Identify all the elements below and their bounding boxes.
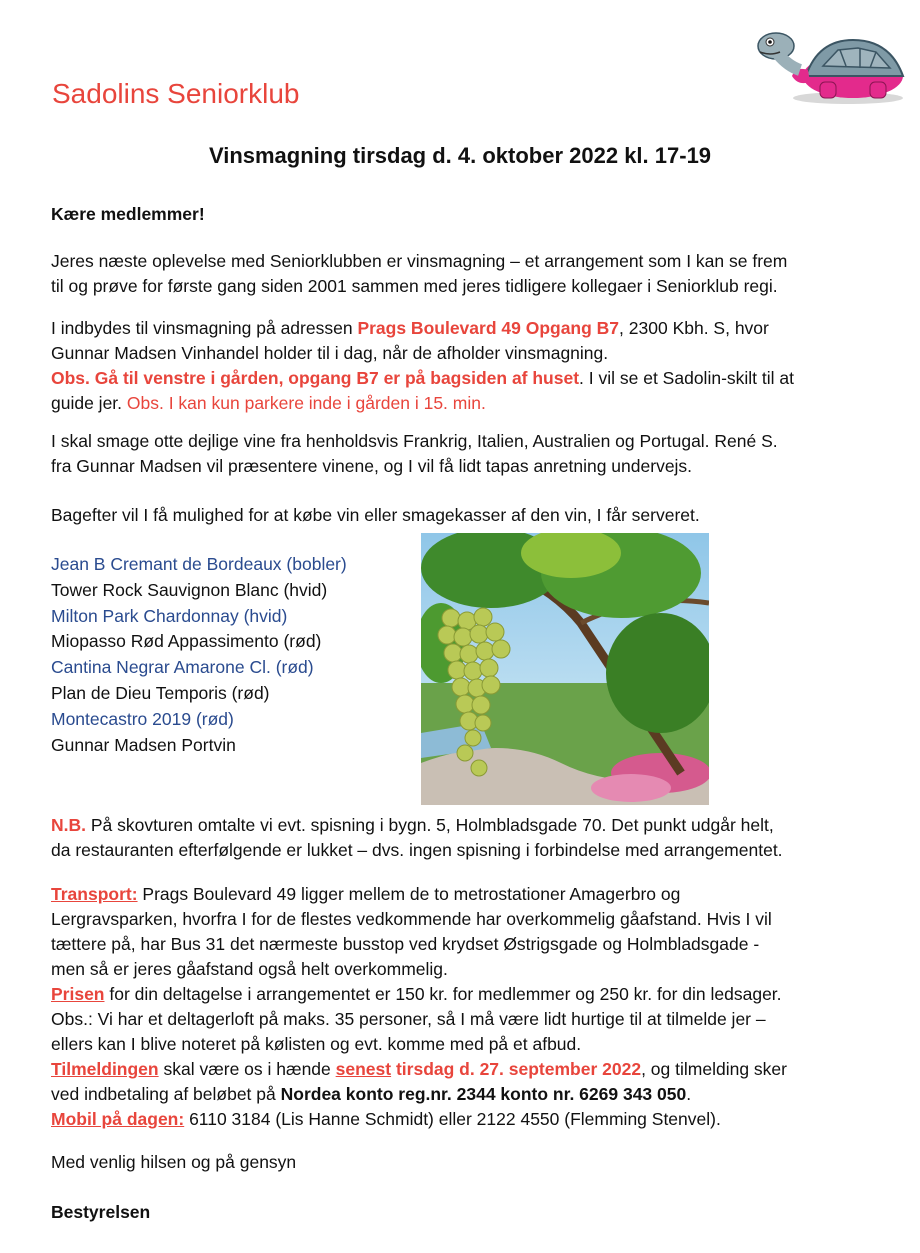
text: Prags Boulevard 49 ligger mellem de to metrostationer Amagerbro og [137,884,681,904]
text: I indbydes til vinsmagning på adressen [51,318,358,338]
bank-account: Nordea konto reg.nr. 2344 konto nr. 6269 343 050 [280,1084,687,1104]
invitation-paragraph [51,316,794,416]
wine-item: Plan de Dieu Temporis (rød) [51,682,270,703]
text: ved indbetaling af beløbet på [51,1084,281,1104]
intro-paragraph [51,249,787,299]
page-title: Vinsmagning tirsdag d. 4. oktober 2022 kl. 17-19 [208,143,712,168]
wine-item: Gunnar Madsen Portvin [51,734,236,755]
club-name: Sadolins Seniorklub [52,78,300,109]
deadline-word: senest [335,1059,392,1079]
text: skal være os i hænde [158,1059,336,1079]
text: guide jer. [51,393,127,413]
grapes-photo [421,533,709,805]
wine-item: Cantina Negrar Amarone Cl. (rød) [51,657,314,678]
parking-note: Obs. I kan kun parkere inde i gården i 15. min. [126,393,486,413]
transport-paragraph [51,882,787,1132]
invitation-line-2: Gunnar Madsen Vinhandel holder til i dag, når de afholder vinsmagning. [51,343,609,363]
directions-note: Obs. Gå til venstre i gården, opgang B7 er på bagsiden af huset [51,368,580,388]
signup-line-1 [51,1057,787,1082]
transport-line-1 [51,882,787,907]
nb-line-1 [51,813,783,838]
transport-line-3: tættere på, har Bus 31 det nærmeste busstop ved krydset Østrigsgade og Holmbladsgade - [51,934,760,954]
mobile-line [51,1107,787,1132]
intro-line-2: til og prøve for første gang siden 2001 sammen med jeres tidligere kollegaer i Seniorklub regi. [51,276,778,296]
wine-item: Jean B Cremant de Bordeaux (bobler) [51,554,347,574]
text: På skovturen omtalte vi evt. spisning i bygn. 5, Holmbladsgade 70. Det punkt udgår helt, [86,815,774,835]
nb-paragraph [51,813,783,863]
text: , og tilmelding sker [641,1059,787,1079]
greeting: Kære medlemmer! [51,204,205,224]
price-line-3: ellers kan I blive noteret på kølisten og evt. komme med på et afbud. [51,1034,582,1054]
tasting-line-2: fra Gunnar Madsen vil præsentere vinene, og I vil få lidt tapas anretning undervejs. [51,456,693,476]
text: . [686,1084,692,1104]
turtle-mascot-icon [748,26,908,106]
invitation-line-3 [51,366,794,391]
wine-list [51,552,347,758]
tasting-paragraph [51,429,778,479]
price-line-2: Obs.: Vi har et deltagerloft på maks. 35 personer, så I må være lidt hurtige til at tilmelde jer – [51,1009,766,1029]
price-line-1 [51,982,787,1007]
signup-label: Tilmeldingen [51,1059,159,1079]
closing-text: Med venlig hilsen og på gensyn [51,1152,297,1172]
tasting-line-1: I skal smage otte dejlige vine fra henholdsvis Frankrig, Italien, Australien og Portugal. René S. [51,431,778,451]
afterwards-text: Bagefter vil I få mulighed for at købe vin eller smagekasser af den vin, I får serveret. [51,505,700,525]
transport-line-2: Lergravsparken, hvorfra I for de flestes vedkommende har overkommelig gåafstand. Hvis I vil [51,909,772,929]
wine-item: Montecastro 2019 (rød) [51,708,234,729]
transport-label: Transport: [51,884,138,904]
text: , 2300 Kbh. S, hvor [619,318,769,338]
nb-label: N.B. [51,815,86,835]
mobile-label: Mobil på dagen: [51,1109,185,1129]
intro-line-1: Jeres næste oplevelse med Seniorklubben er vinsmagning – et arrangement som I kan se frem [51,251,788,271]
signup-line-2 [51,1082,787,1107]
event-address: Prags Boulevard 49 Opgang B7 [357,318,620,338]
wine-item: Miopasso Rød Appassimento (rød) [51,631,322,652]
text: for din deltagelse i arrangementet er 150 kr. for medlemmer og 250 kr. for din ledsager. [104,984,782,1004]
signature: Bestyrelsen [51,1202,151,1222]
price-label: Prisen [51,984,105,1004]
transport-line-4: men så er jeres gåafstand også helt overkommelig. [51,959,448,979]
invitation-line-1 [51,316,794,341]
invitation-line-4 [51,391,794,416]
wine-item: Tower Rock Sauvignon Blanc (hvid) [51,579,328,600]
text: 6110 3184 (Lis Hanne Schmidt) eller 2122 4550 (Flemming Stenvel). [184,1109,721,1129]
wine-item: Milton Park Chardonnay (hvid) [51,605,288,626]
nb-line-2: da restauranten efterfølgende er lukket – dvs. ingen spisning i forbindelse med arrangementet. [51,840,783,860]
text: . I vil se et Sadolin-skilt til at [579,368,794,388]
deadline-date: tirsdag d. 27. september 2022 [391,1059,642,1079]
